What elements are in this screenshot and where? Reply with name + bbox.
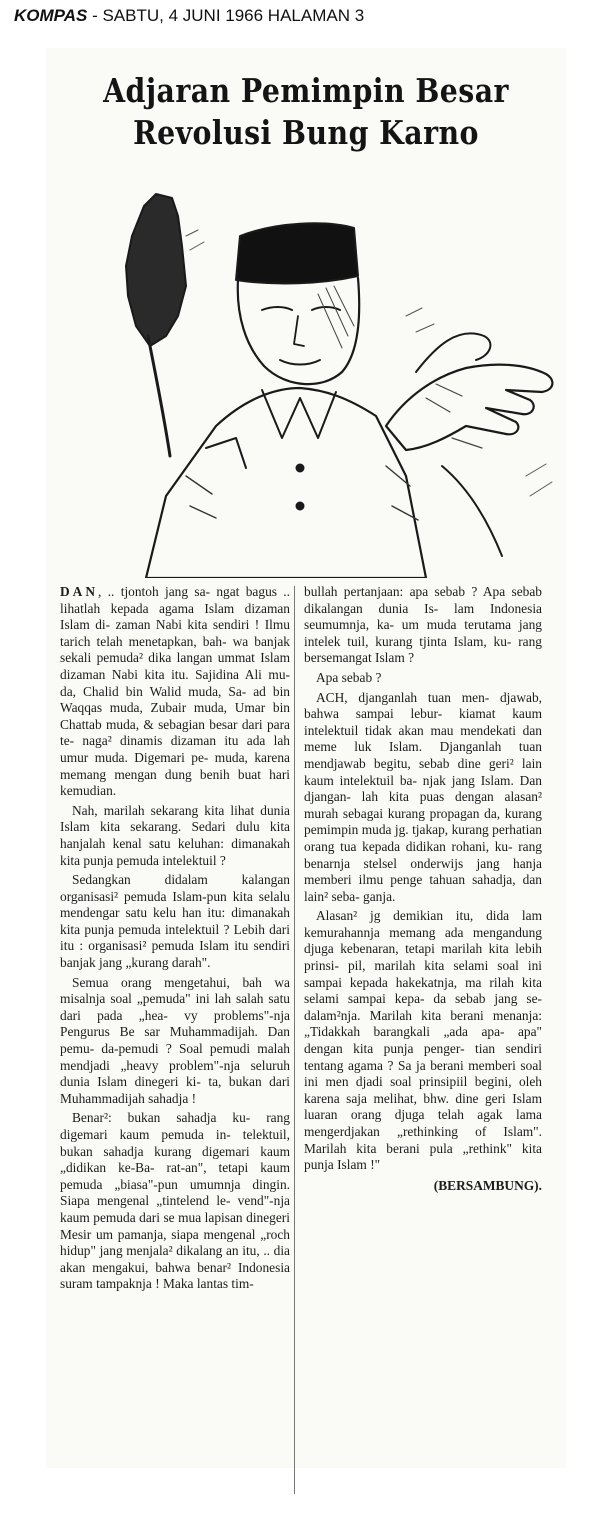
speaker-illustration <box>86 176 576 578</box>
paragraph: Semua orang mengetahui, bah wa misalnja soal „pemuda" ini lah salah satu dari pada „hea- vy problems"-nja Pengurus Be sar Muhammadijah. Dan pemu- da-pemudi ? Soal pemudi malah mendjadi „heavy problem"-nja seluruh dunia Islam dinegeri ki- ta, bukan dari Muhammadijah sahadja ! <box>60 974 290 1106</box>
paragraph: Alasan² jg demikian itu, dida lam kemurahannja memang ada mengandung djuga kebenaran, tetapi marilah kita lebih prinsi- pil, marilah kita selami soal ini sampai kepada hakekatnja, ma rilah kita selami sampai kepa- da sebab jang se-dalam²nja. Marilah kita berani menanja: „Tidakkah barangkali „ada apa- apa" dengan kita punja penger- tian sendiri tentang agama ? Sa ja berani memberi soal ini men djadi soal prinsipiil begini, oleh karena saja melihat, bhw. dine geri Islam luaran orang djuga telah agak lama mengerdjakan „rethinking of Islam". Marilah kita berani pula „rethink" kita punja Islam !" <box>304 908 542 1173</box>
column-divider <box>294 586 295 1494</box>
article-column-left <box>60 584 290 1296</box>
paragraph-text: , .. tjontoh jang sa- ngat bagus .. lihatlah kepada agama Islam dizaman Islam di- zaman Nabi kita sendiri ! Ilmu tarich telah menetapkan, bah- wa banjak sekali pemuda² dika langan ummat Islam dizaman Nabi kita itu. Sajidina Ali mu- da, Chalid bin Walid muda, Sa- ad bin Waqqas muda, Zubair muda, Umar bin Chattab muda, & sebagian besar dari para te- naga² dinamis dizaman itu ada lah umur muda. Digemari pe- muda, karena memang mengan dung benih buat hari kemudian. <box>60 584 290 799</box>
peci-cap-icon <box>236 223 358 283</box>
paragraph: Nah, marilah sekarang kita lihat dunia Islam kita sekarang. Sedari dulu kita hanjalah kenal satu keluhan: dimanakah kita punja pemuda intelektuil ? <box>60 802 290 868</box>
article-continuation-note: (BERSAMBUNG). <box>433 1177 542 1193</box>
paragraph: Apa sebab ? <box>316 669 382 685</box>
right-hand-icon <box>386 365 552 450</box>
masthead-date-line: - SABTU, 4 JUNI 1966 HALAMAN 3 <box>87 6 365 25</box>
masthead-brand: KOMPAS <box>14 6 88 25</box>
paragraph: Sedangkan didalam kalangan organisasi² pemuda Islam-pun kita selalu mendengar satu kelu han itu: dimanakah kita punja pemuda intelektuil ? Lebih dari itu : organisasi² pemuda Islam itu sendiri banjak jang „kurang darah". <box>60 872 290 971</box>
newspaper-clipping <box>46 48 566 1468</box>
paragraph <box>60 584 290 800</box>
paragraph: Benar²: bukan sahadja ku- rang digemari kaum pemuda in- telektuil, bukan sahadja kurang digemari kaum „didikan ke-Ba- rat-an", tetapi kaum pemuda „biasa"-pun umumnja dingin. Siapa mengenal „tintelend le- vend"-nja kaum pemuda dari se mua lapisan dinegeri Mesir um pamanja, siapa mengenal „roch hidup" jang menjala² dikalang an itu, .. dia akan mengakui, bahwa benar² Indonesia suram tampaknja ! Maka lantas tim- <box>60 1110 290 1292</box>
paragraph: bullah pertanjaan: apa sebab ? Apa sebab dikalangan dunia Is- lam Indonesia seumumnja, ka- um muda terutama jang intelek tuil, kurang tjinta Islam, ku- rang bersemangat Islam ? <box>304 584 542 666</box>
headline <box>82 70 529 154</box>
headline-line-2: Revolusi Bung Karno <box>133 113 479 152</box>
lead-word: DAN <box>60 584 99 599</box>
masthead <box>14 6 364 26</box>
paragraph: ACH, djanganlah tuan men- djawab, bahwa sampai lebur- kiamat kaum intelektuil tidak akan mau mendekati dan meme luk Islam. Djanganlah tuan mendjawab begitu, sebab dine geri² lain kaum intelektuil ba- njak jang Islam. Dan djangan- lah kita puas dengan alasan² murah sebagai kurang propagan da, kurang pemimpin muda jg. tjakap, kurang perhatian orang tua kepada didikan rohani, ku- rang benarnja stelsel onderwijs jang hanja memberi ilmu penge tahuan sahadja, dan lain² seba- ganja. <box>304 689 542 904</box>
headline-line-1: Adjaran Pemimpin Besar <box>103 71 509 110</box>
article-column-right <box>304 584 542 1197</box>
uniform-icon <box>146 388 426 578</box>
left-hand-icon <box>126 194 186 346</box>
